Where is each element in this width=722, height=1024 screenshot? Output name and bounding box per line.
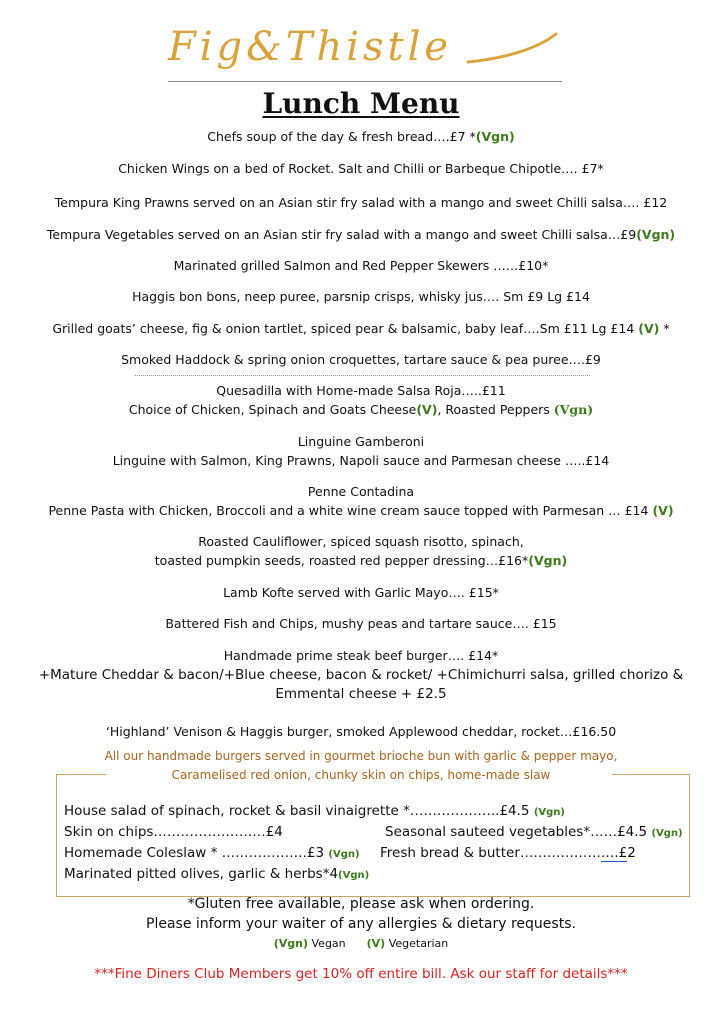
menu-item-text: toasted pumpkin seeds, roasted red pepper dressing…£16* [154,553,529,568]
menu-item-penne-name [0,483,722,501]
logo-wordmark: Fig&Thistle [168,24,453,70]
vegan-legend-text: Vegan [308,937,346,950]
menu-item-lamb-kofte [0,584,722,602]
menu-item-soup [0,128,722,146]
menu-item-text: Chefs soup of the day & fresh bread….£7 * [207,129,476,144]
menu-item-venison-burger [0,723,722,741]
side-text: Marinated pitted olives, garlic & herbs*4 [64,866,339,882]
menu-item-chicken-wings [0,160,722,178]
promo-banner: ***Fine Diners Club Members get 10% off entire bill. Ask our staff for details*** [94,966,628,982]
vegetarian-legend-text: Vegetarian [385,937,449,950]
vegan-tag: (Vgn) [533,807,565,818]
vegan-tag: (Vgn) [651,828,683,839]
menu-item-quesadilla [0,382,722,400]
menu-item-text: ‘Highland’ Venison & Haggis burger, smoked Applewood cheddar, rocket…£16.50 [105,724,617,739]
menu-item-haddock-croquettes [0,351,722,369]
menu-item-cauliflower-line2 [0,552,722,570]
side-chips [64,822,283,842]
menu-item-text: Tempura Vegetables served on an Asian stir fry salad with a mango and sweet Chilli salsa…£9 [46,227,637,242]
menu-item-tempura-prawns [0,194,722,212]
page-title [0,85,722,123]
side-bread [380,843,636,863]
menu-item-text: +Mature Cheddar & bacon/+Blue cheese, bacon & rocket/ +Chimichurri salsa, grilled chorizo & [38,667,684,683]
menu-item-salmon-skewers [0,257,722,275]
vegan-legend-label: (Vgn) [273,937,309,950]
side-text-underlined: ….£ [600,845,628,861]
burger-note-line2: Caramelised red onion, chunky skin on chips, home-made slaw [171,768,551,782]
side-text: Fresh bread & butter……………… [380,845,601,861]
side-text-end: 2 [627,845,636,861]
side-text: Seasonal sauteed vegetables*……£4.5 [385,824,648,840]
vegetarian-legend-label: (V) [366,937,386,950]
menu-item-burger [0,647,722,665]
menu-item-text: Lamb Kofte served with Garlic Mayo…. £15* [223,585,499,600]
logo-divider [168,81,562,82]
sides-box-top-right [612,774,689,775]
gluten-free-note: *Gluten free available, please ask when ordering. [187,896,535,912]
menu-item-text: Penne Pasta with Chicken, Broccoli and a white wine cream sauce topped with Parmesan … £14 [48,503,653,518]
menu-item-text: Handmade prime steak beef burger…. £14* [223,648,499,663]
vegan-tag: (Vgn) [528,553,568,568]
menu-item-text: Chicken Wings on a bed of Rocket. Salt and Chilli or Barbeque Chipotle…. £7* [118,161,604,176]
vegetarian-tag: (V) [416,402,438,417]
burger-toppings [0,666,722,684]
menu-item-text: Penne Contadina [307,484,415,499]
vegan-tag: (Vgn) [636,227,676,242]
menu-item-linguine-name [0,433,722,451]
menu-item-text: Smoked Haddock & spring onion croquettes, tartare sauce & pea puree….£9 [121,352,601,367]
menu-item-suffix: * [659,321,670,336]
menu-item-text: Haggis bon bons, neep puree, parsnip crisps, whisky jus…. Sm £9 Lg £14 [132,289,590,304]
menu-item-text: Roasted Cauliflower, spiced squash risotto, spinach, [198,534,524,549]
menu-item-goats-cheese-tartlet [0,320,722,338]
menu-item-haggis-bon-bons [0,288,722,306]
choice-text: Choice of Chicken, Spinach and Goats Cheese [128,402,417,417]
menu-item-text: Battered Fish and Chips, mushy peas and tartare sauce…. £15 [165,616,557,631]
vegan-tag: (Vgn) [475,129,515,144]
quesadilla-choices [0,401,722,419]
menu-item-text: Quesadilla with Home-made Salsa Roja…..£11 [216,383,506,398]
side-house-salad [64,801,565,823]
vegan-tag: (Vgn) [328,849,360,860]
sides-box-top-left [56,774,106,775]
menu-item-text: Emmental cheese + £2.5 [275,686,447,702]
vegetarian-tag: (V) [652,503,674,518]
section-divider [135,375,590,376]
vegan-tag: (Vgn) [338,870,370,881]
side-text: House salad of spinach, rocket & basil vinaigrette *………………..£4.5 [64,803,530,819]
menu-item-penne-desc [0,502,722,520]
menu-item-tempura-vegetables [0,226,722,244]
menu-item-cauliflower-line1 [0,533,722,551]
logo-swoosh-icon [168,22,560,84]
dietary-legend [0,936,722,952]
vegan-tag: (Vgn) [553,402,594,417]
menu-item-text: Tempura King Prawns served on an Asian stir fry salad with a mango and sweet Chilli salsa…. £12 [54,195,668,210]
logo [168,22,560,84]
menu-item-text: Grilled goats’ cheese, fig & onion tartlet, spiced pear & balsamic, baby leaf….Sm £11 Lg £14 [52,321,639,336]
choice-text-mid: , Roasted Peppers [437,402,554,417]
burger-toppings-2 [0,685,722,703]
side-olives [64,864,369,886]
side-text: Skin on chips………………….…£4 [64,824,283,840]
menu-item-text: Marinated grilled Salmon and Red Pepper Skewers ……£10* [173,258,549,273]
side-text: Homemade Coleslaw * ……………….£3 [64,845,325,861]
allergy-note: Please inform your waiter of any allergies & dietary requests. [146,916,576,932]
page-title-text: Lunch Menu [262,87,460,120]
menu-item-fish-and-chips [0,615,722,633]
menu-item-text: Linguine Gamberoni [297,434,425,449]
menu-item-text: Linguine with Salmon, King Prawns, Napoli sauce and Parmesan cheese …..£14 [112,453,610,468]
menu-item-linguine-desc [0,452,722,470]
side-seasonal-vegetables [385,822,683,844]
vegetarian-tag: (V) [638,321,660,336]
side-coleslaw [64,843,360,865]
burger-note-line1: All our handmade burgers served in gourmet brioche bun with garlic & pepper mayo, [104,749,618,763]
